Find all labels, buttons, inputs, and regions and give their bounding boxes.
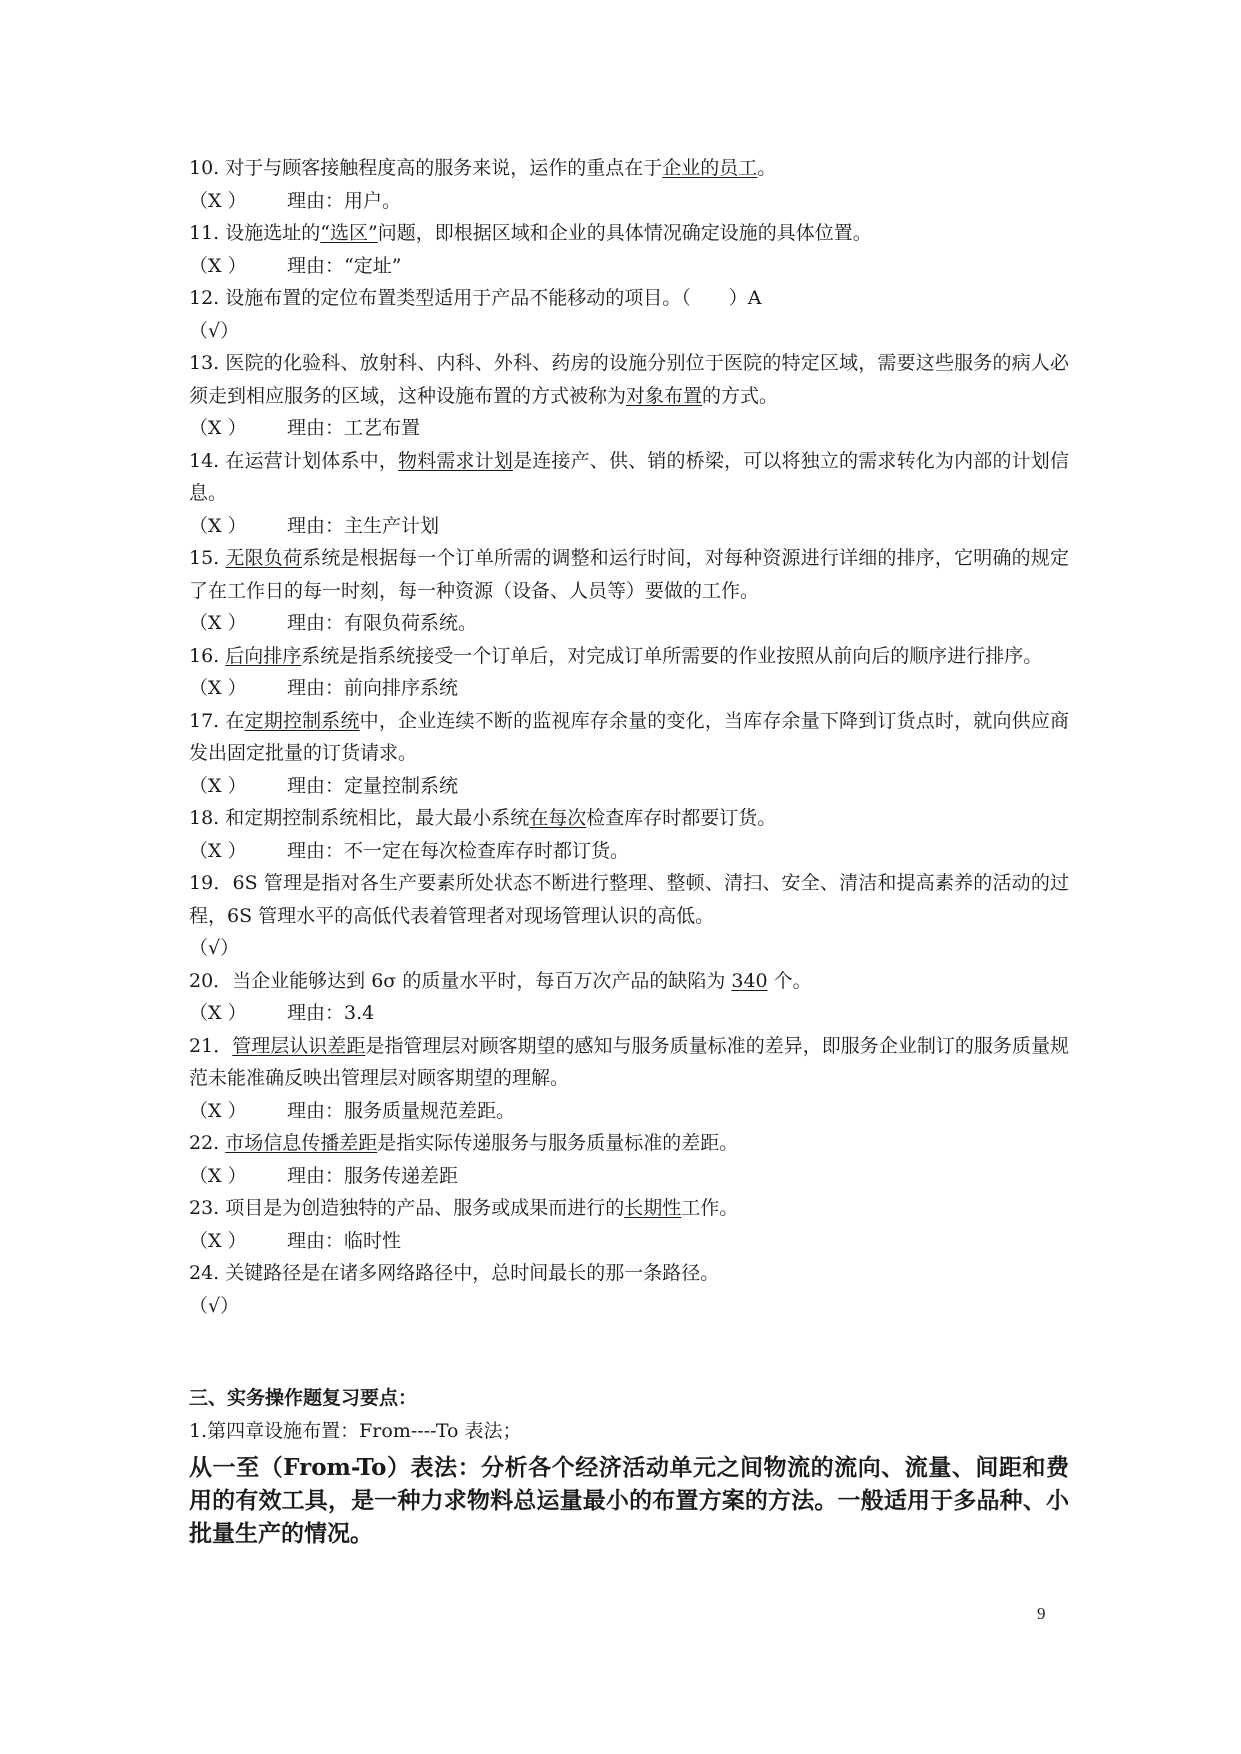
question-text (189, 867, 1069, 932)
question-text (189, 802, 1069, 835)
question-list (189, 152, 1069, 1322)
question-text-segment: 12. 设施布置的定位布置类型适用于产品不能移动的项目。（ ）A (189, 287, 762, 309)
underlined-term: 管理层认识差距 (232, 1034, 366, 1057)
answer-line (189, 835, 1069, 868)
question-text-segment: 21． (189, 1034, 233, 1057)
question-item (189, 152, 1069, 217)
question-text-segment: 22. (189, 1132, 226, 1154)
verdict-mark: （X ） (189, 1002, 247, 1024)
answer-line (189, 250, 1069, 283)
question-text-segment: 14. 在运营计划体系中， (189, 449, 399, 472)
answer-line (189, 607, 1069, 640)
answer-line (189, 1160, 1069, 1193)
underlined-term: 340 (731, 969, 768, 992)
question-item (189, 542, 1069, 640)
question-item (189, 217, 1069, 282)
question-text (189, 445, 1069, 510)
underlined-term: 在每次 (529, 807, 587, 829)
question-item (189, 347, 1069, 445)
question-text-segment: 检查库存时都要订货。 (586, 807, 777, 829)
answer-line (189, 315, 1069, 348)
question-text-segment: 19．6S 管理是指对各生产要素所处状态不断进行整理、整顿、清扫、安全、清洁和提高素养的活动的过程，6S 管理水平的高低代表着管理者对现场管理认识的高低。 (189, 872, 1069, 927)
question-text (189, 152, 1069, 185)
underlined-term: 定期控制系统 (244, 709, 360, 732)
reason-text: 理由：用户。 (287, 189, 402, 212)
question-text (189, 965, 1069, 998)
question-text (189, 217, 1069, 250)
question-text-segment: 系统是指系统接受一个订单后，对完成订单所需要的作业按照从前向后的顺序进行排序。 (301, 644, 1043, 667)
answer-line (189, 1290, 1069, 1323)
question-text-segment: 是指管理层对顾客期望的感知与服务质量标准的差异，即服务企业制订的服务质量规范未能准确反映出管理层对顾客期望的理解。 (189, 1034, 1069, 1089)
underlined-term: “选区” (320, 222, 378, 244)
answer-line (189, 412, 1069, 445)
reason-text: 理由：3.4 (287, 1002, 375, 1024)
question-text-segment: 系统是根据每一个订单所需的调整和运行时间，对每种资源进行详细的排序，它明确的规定了在工作日的每一时刻，每一种资源（设备、人员等）要做的工作。 (189, 547, 1069, 602)
document-body (189, 152, 1069, 1550)
question-item (189, 1030, 1069, 1128)
verdict-mark: （X ） (189, 189, 247, 212)
section-item: 1.第四章设施布置：From----To 表法； (189, 1419, 522, 1442)
question-text-segment: 17. 在 (189, 709, 245, 732)
section-title: 三、实务操作题复习要点： (189, 1387, 418, 1409)
verdict-mark: （X ） (189, 774, 247, 797)
question-text (189, 1257, 1069, 1290)
question-item (189, 1257, 1069, 1322)
underlined-term: 市场信息传播差距 (225, 1132, 378, 1154)
answer-line (189, 510, 1069, 543)
verdict-mark: （X ） (189, 612, 247, 634)
section-spacer (189, 1322, 1069, 1382)
verdict-mark: （X ） (189, 417, 247, 439)
underlined-term: 对象布置 (626, 384, 703, 407)
from-to-definition: 从一至（From-To）表法：分析各个经济活动单元之间物流的流向、流量、间距和费用的有效工具，是一种力求物料总运量最小的布置方案的方法。一般适用于多品种、小批量生产的情况。 (189, 1454, 1069, 1547)
question-text-segment: 11. 设施选址的 (189, 222, 321, 244)
reason-text: 理由：主生产计划 (287, 514, 440, 537)
verdict-mark: （X ） (189, 254, 247, 277)
reason-text: 理由：服务传递差距 (287, 1164, 459, 1187)
question-text (189, 1030, 1069, 1095)
answer-line (189, 997, 1069, 1030)
question-item (189, 1127, 1069, 1192)
reason-text: 理由：工艺布置 (287, 417, 421, 439)
verdict-mark: （X ） (189, 1229, 247, 1252)
page-number: 9 (1037, 1604, 1046, 1623)
reason-text: 理由：“定址” (287, 254, 402, 277)
underlined-term: 后向排序 (225, 644, 302, 667)
reason-text: 理由：不一定在每次检查库存时都订货。 (287, 839, 630, 862)
question-text (189, 640, 1069, 673)
question-text (189, 282, 1069, 315)
question-text-segment: 个。 (767, 969, 812, 992)
question-text (189, 1127, 1069, 1160)
question-text-segment: 18. 和定期控制系统相比，最大最小系统 (189, 807, 530, 829)
verdict-mark: （√） (189, 937, 240, 959)
verdict-mark: （X ） (189, 1164, 247, 1187)
answer-line (189, 932, 1069, 965)
reason-text: 理由：定量控制系统 (287, 774, 459, 797)
answer-line (189, 770, 1069, 803)
question-text-segment: 16. (189, 644, 226, 667)
verdict-mark: （√） (189, 319, 240, 342)
question-text-segment: 中，企业连续不断的监视库存余量的变化，当库存余量下降到订货点时，就向供应商发出固定批量的订货请求。 (189, 709, 1069, 764)
reason-text: 理由：临时性 (287, 1229, 402, 1252)
question-text (189, 542, 1069, 607)
question-text (189, 705, 1069, 770)
question-item (189, 705, 1069, 803)
answer-line (189, 185, 1069, 218)
underlined-term: 长期性 (624, 1197, 682, 1219)
question-text-segment: 10. 对于与顾客接触程度高的服务来说，运作的重点在于 (189, 157, 663, 179)
question-item (189, 445, 1069, 543)
question-text-segment: 问题，即根据区域和企业的具体情况确定设施的具体位置。 (377, 222, 872, 244)
answer-line (189, 1095, 1069, 1128)
question-text-segment: 是连接产、供、销的桥梁，可以将独立的需求转化为内部的计划信息。 (189, 449, 1069, 504)
question-text-segment: 工作。 (681, 1197, 739, 1219)
question-text-segment: 是指实际传递服务与服务质量标准的差距。 (377, 1132, 739, 1154)
underlined-term: 物料需求计划 (398, 449, 514, 472)
verdict-mark: （X ） (189, 839, 247, 862)
verdict-mark: （X ） (189, 1099, 247, 1122)
question-item (189, 867, 1069, 965)
underlined-term: 无限负荷 (225, 547, 303, 569)
question-text-segment: 24. 关键路径是在诸多网络路径中，总时间最长的那一条路径。 (189, 1262, 720, 1284)
question-text-segment: 23. 项目是为创造独特的产品、服务或成果而进行的 (189, 1197, 625, 1219)
question-text-segment: 。 (757, 157, 777, 179)
question-item (189, 640, 1069, 705)
question-text-segment: 20．当企业能够达到 6σ 的质量水平时，每百万次产品的缺陷为 (189, 969, 732, 992)
verdict-mark: （X ） (189, 514, 247, 537)
question-item (189, 802, 1069, 867)
question-text (189, 347, 1069, 412)
answer-line (189, 1225, 1069, 1258)
verdict-mark: （√） (189, 1294, 240, 1317)
question-text (189, 1192, 1069, 1225)
question-text-segment: 的方式。 (702, 384, 779, 407)
question-item (189, 1192, 1069, 1257)
question-item (189, 965, 1069, 1030)
question-text-segment: 15. (189, 547, 226, 569)
verdict-mark: （X ） (189, 677, 247, 699)
underlined-term: 企业的员工 (662, 157, 758, 179)
answer-line (189, 672, 1069, 705)
question-item (189, 282, 1069, 347)
reason-text: 理由：前向排序系统 (287, 677, 459, 699)
reason-text: 理由：服务质量规范差距。 (287, 1099, 516, 1122)
question-text-segment: 13. 医院的化验科、放射科、内科、外科、药房的设施分别位于医院的特定区域，需要这些服务的病人必须走到相应服务的区域，这种设施布置的方式被称为 (189, 352, 1069, 407)
reason-text: 理由：有限负荷系统。 (287, 612, 478, 634)
